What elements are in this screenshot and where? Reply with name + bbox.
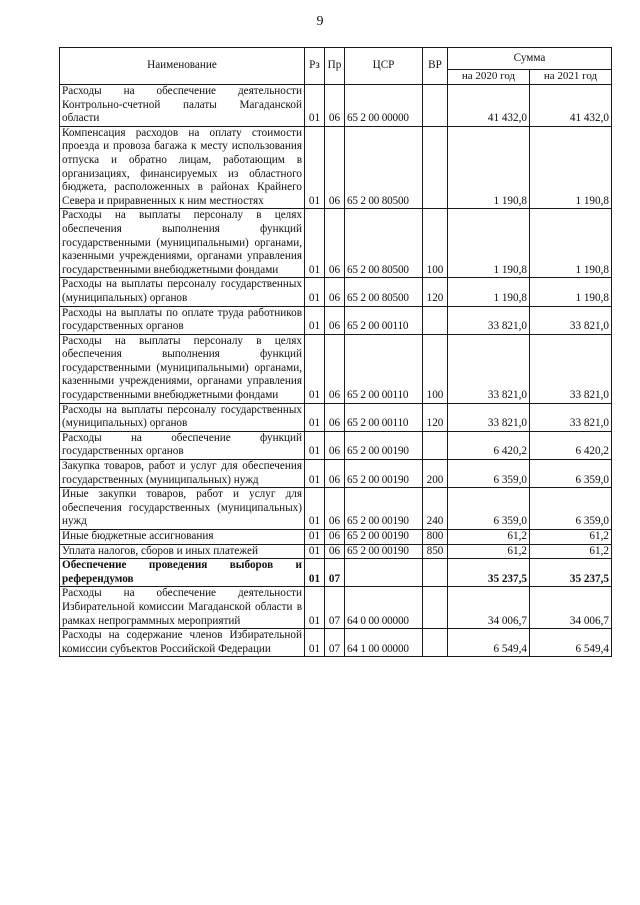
budget-table	[59, 47, 612, 657]
cell-rz: 01	[305, 334, 325, 403]
cell-rz: 01	[305, 306, 325, 334]
cell-pr: 06	[325, 431, 345, 459]
cell-sum-2020: 33 821,0	[448, 334, 530, 403]
page-number: 9	[316, 14, 324, 29]
cell-pr: 07	[325, 587, 345, 629]
cell-pr: 06	[325, 85, 345, 127]
cell-sum-2020: 1 190,8	[448, 278, 530, 306]
table-row	[60, 629, 612, 657]
table-row	[60, 278, 612, 306]
cell-vr: 100	[423, 209, 448, 278]
cell-name: Расходы на выплаты персоналу государственных (муниципальных) органов	[60, 403, 305, 431]
table-row	[60, 530, 612, 545]
cell-sum-2020: 34 006,7	[448, 587, 530, 629]
cell-rz: 01	[305, 559, 325, 587]
header-rz: Рз	[305, 48, 325, 85]
cell-pr: 06	[325, 530, 345, 545]
cell-name: Уплата налогов, сборов и иных платежей	[60, 544, 305, 559]
cell-rz: 01	[305, 488, 325, 530]
table-row	[60, 587, 612, 629]
cell-vr: 120	[423, 278, 448, 306]
cell-sum-2020: 1 190,8	[448, 126, 530, 209]
cell-csr: 65 2 00 00190	[345, 530, 423, 545]
cell-name: Иные закупки товаров, работ и услуг для обеспечения государственных (муниципальных) нужд	[60, 488, 305, 530]
cell-name: Расходы на обеспечение деятельности Контрольно-счетной палаты Магаданской области	[60, 85, 305, 127]
cell-csr: 65 2 00 00190	[345, 431, 423, 459]
cell-sum-2021: 6 359,0	[530, 460, 612, 488]
cell-name: Расходы на обеспечение функций государственных органов	[60, 431, 305, 459]
cell-vr: 120	[423, 403, 448, 431]
cell-rz: 01	[305, 431, 325, 459]
cell-name: Расходы на обеспечение деятельности Избирательной комиссии Магаданской области в рамках непрограммных мероприятий	[60, 587, 305, 629]
header-pr: Пр	[325, 48, 345, 85]
table-row	[60, 126, 612, 209]
header-year-2021: на 2021 год	[530, 70, 612, 85]
cell-name: Закупка товаров, работ и услуг для обеспечения государственных (муниципальных) нужд	[60, 460, 305, 488]
cell-name: Расходы на содержание членов Избирательной комиссии субъектов Российской Федерации	[60, 629, 305, 657]
table-row	[60, 209, 612, 278]
table-row	[60, 431, 612, 459]
cell-name: Расходы на выплаты персоналу в целях обеспечения выполнения функций государственными (муниципальными) органами, казенными учреждениями, органами управления государственными внебюджетными фондами	[60, 334, 305, 403]
header-name: Наименование	[60, 48, 305, 85]
table-row	[60, 403, 612, 431]
cell-csr: 64 1 00 00000	[345, 629, 423, 657]
cell-sum-2020: 61,2	[448, 544, 530, 559]
table-row	[60, 460, 612, 488]
cell-pr: 06	[325, 306, 345, 334]
header-year-2020: на 2020 год	[448, 70, 530, 85]
cell-vr: 800	[423, 530, 448, 545]
cell-pr: 06	[325, 209, 345, 278]
cell-rz: 01	[305, 278, 325, 306]
cell-pr: 07	[325, 629, 345, 657]
cell-sum-2021: 6 420,2	[530, 431, 612, 459]
cell-sum-2021: 61,2	[530, 544, 612, 559]
cell-sum-2020: 6 420,2	[448, 431, 530, 459]
cell-vr: 240	[423, 488, 448, 530]
cell-sum-2020: 41 432,0	[448, 85, 530, 127]
cell-csr: 65 2 00 80500	[345, 126, 423, 209]
header-sum: Сумма	[448, 48, 612, 70]
cell-csr: 65 2 00 80500	[345, 209, 423, 278]
cell-sum-2020: 1 190,8	[448, 209, 530, 278]
cell-pr: 06	[325, 126, 345, 209]
header-csr: ЦСР	[345, 48, 423, 85]
cell-name: Расходы на выплаты персоналу в целях обеспечения выполнения функций государственными (муниципальными) органами, казенными учреждениями, органами управления государственными внебюджетными фондами	[60, 209, 305, 278]
cell-pr: 06	[325, 488, 345, 530]
cell-vr	[423, 431, 448, 459]
table-header	[60, 48, 612, 85]
cell-csr: 64 0 00 00000	[345, 587, 423, 629]
cell-csr: 65 2 00 00190	[345, 488, 423, 530]
cell-rz: 01	[305, 126, 325, 209]
cell-rz: 01	[305, 403, 325, 431]
cell-vr: 100	[423, 334, 448, 403]
cell-rz: 01	[305, 544, 325, 559]
table-row	[60, 488, 612, 530]
cell-sum-2020: 61,2	[448, 530, 530, 545]
cell-vr	[423, 306, 448, 334]
cell-csr: 65 2 00 00190	[345, 460, 423, 488]
cell-pr: 06	[325, 334, 345, 403]
cell-csr: 65 2 00 00110	[345, 334, 423, 403]
table-row	[60, 306, 612, 334]
cell-sum-2021: 35 237,5	[530, 559, 612, 587]
cell-sum-2020: 6 549,4	[448, 629, 530, 657]
table-row	[60, 334, 612, 403]
cell-csr: 65 2 00 80500	[345, 278, 423, 306]
cell-rz: 01	[305, 530, 325, 545]
cell-sum-2020: 6 359,0	[448, 460, 530, 488]
cell-sum-2020: 33 821,0	[448, 403, 530, 431]
cell-sum-2021: 61,2	[530, 530, 612, 545]
cell-sum-2021: 1 190,8	[530, 209, 612, 278]
cell-vr	[423, 629, 448, 657]
header-vr: ВР	[423, 48, 448, 85]
cell-sum-2021: 33 821,0	[530, 403, 612, 431]
cell-vr: 200	[423, 460, 448, 488]
cell-sum-2020: 33 821,0	[448, 306, 530, 334]
cell-sum-2021: 34 006,7	[530, 587, 612, 629]
cell-csr: 65 2 00 00190	[345, 544, 423, 559]
cell-csr: 65 2 00 00000	[345, 85, 423, 127]
cell-sum-2021: 33 821,0	[530, 306, 612, 334]
cell-vr: 850	[423, 544, 448, 559]
table-row	[60, 85, 612, 127]
cell-rz: 01	[305, 587, 325, 629]
table-row	[60, 559, 612, 587]
cell-sum-2021: 1 190,8	[530, 126, 612, 209]
cell-pr: 06	[325, 403, 345, 431]
cell-name: Расходы на выплаты по оплате труда работников государственных органов	[60, 306, 305, 334]
cell-sum-2021: 6 549,4	[530, 629, 612, 657]
cell-name: Расходы на выплаты персоналу государственных (муниципальных) органов	[60, 278, 305, 306]
cell-rz: 01	[305, 85, 325, 127]
cell-name: Иные бюджетные ассигнования	[60, 530, 305, 545]
cell-pr: 06	[325, 278, 345, 306]
cell-csr: 65 2 00 00110	[345, 403, 423, 431]
cell-vr	[423, 587, 448, 629]
cell-sum-2020: 35 237,5	[448, 559, 530, 587]
cell-name: Обеспечение проведения выборов и референдумов	[60, 559, 305, 587]
cell-vr	[423, 85, 448, 127]
cell-sum-2021: 41 432,0	[530, 85, 612, 127]
cell-vr	[423, 126, 448, 209]
cell-pr: 06	[325, 544, 345, 559]
table-body	[60, 85, 612, 657]
cell-sum-2021: 1 190,8	[530, 278, 612, 306]
cell-pr: 06	[325, 460, 345, 488]
cell-csr: 65 2 00 00110	[345, 306, 423, 334]
cell-csr	[345, 559, 423, 587]
cell-sum-2020: 6 359,0	[448, 488, 530, 530]
cell-rz: 01	[305, 460, 325, 488]
cell-vr	[423, 559, 448, 587]
cell-sum-2021: 33 821,0	[530, 334, 612, 403]
cell-name: Компенсация расходов на оплату стоимости проезда и провоза багажа к месту использования отпуска и обратно лицам, работающим в организациях, финансируемых из областного бюджета, расположенных в районах Крайнего Севера и приравненных к ним местностях	[60, 126, 305, 209]
cell-sum-2021: 6 359,0	[530, 488, 612, 530]
cell-pr: 07	[325, 559, 345, 587]
cell-rz: 01	[305, 629, 325, 657]
table-row	[60, 544, 612, 559]
cell-rz: 01	[305, 209, 325, 278]
